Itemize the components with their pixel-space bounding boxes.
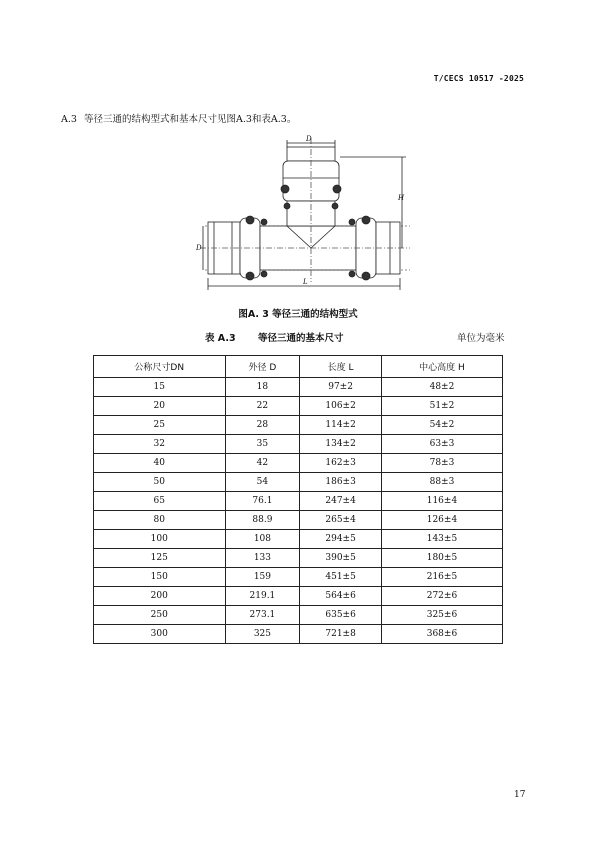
table-row (94, 625, 503, 644)
table-cell: 272±6 (381, 587, 502, 606)
standard-code: T/CECS 10517 -2025 (433, 74, 524, 83)
table-cell: 186±3 (300, 473, 382, 492)
table-cell: 108 (225, 530, 300, 549)
table-header-row (94, 356, 503, 378)
table-row (94, 492, 503, 511)
table-cell: 28 (225, 416, 300, 435)
table-cell: 20 (94, 397, 226, 416)
table-row (94, 397, 503, 416)
table-cell: 635±6 (300, 606, 382, 625)
section-number: A.3 (61, 114, 77, 125)
dim-label-d-left: D (196, 244, 202, 252)
table-cell: 97±2 (300, 378, 382, 397)
table-cell: 325 (225, 625, 300, 644)
dim-label-d-top: D (306, 135, 312, 143)
table-cell: 35 (225, 435, 300, 454)
table-cell: 368±6 (381, 625, 502, 644)
table-cell: 48±2 (381, 378, 502, 397)
table-cell: 721±8 (300, 625, 382, 644)
table-cell: 250 (94, 606, 226, 625)
table-row (94, 530, 503, 549)
table-cell: 65 (94, 492, 226, 511)
page-number: 17 (514, 790, 526, 800)
table-cell: 325±6 (381, 606, 502, 625)
table-title: 等径三通的基本尺寸 (258, 333, 344, 344)
table-row (94, 454, 503, 473)
column-header: 外径 D (225, 356, 300, 378)
table-cell: 50 (94, 473, 226, 492)
table-cell: 18 (225, 378, 300, 397)
table-cell: 219.1 (225, 587, 300, 606)
table-cell: 116±4 (381, 492, 502, 511)
table-cell: 162±3 (300, 454, 382, 473)
table-cell: 216±5 (381, 568, 502, 587)
table-cell: 390±5 (300, 549, 382, 568)
table-cell: 100 (94, 530, 226, 549)
column-header: 中心高度 H (381, 356, 502, 378)
table-cell: 133 (225, 549, 300, 568)
table-cell: 63±3 (381, 435, 502, 454)
table-cell: 564±6 (300, 587, 382, 606)
table-cell: 54±2 (381, 416, 502, 435)
table-cell: 134±2 (300, 435, 382, 454)
table-cell: 106±2 (300, 397, 382, 416)
table-row (94, 378, 503, 397)
section-text: 等径三通的结构型式和基本尺寸见图A.3和表A.3。 (83, 114, 297, 125)
table-cell: 273.1 (225, 606, 300, 625)
table-cell: 76.1 (225, 492, 300, 511)
table-cell: 265±4 (300, 511, 382, 530)
table-cell: 78±3 (381, 454, 502, 473)
table-label: 表 A.3 (205, 333, 236, 344)
table-cell: 300 (94, 625, 226, 644)
table-row (94, 511, 503, 530)
table-row (94, 606, 503, 625)
table-row (94, 473, 503, 492)
table-cell: 159 (225, 568, 300, 587)
table-cell: 25 (94, 416, 226, 435)
table-unit: 单位为毫米 (457, 333, 505, 344)
column-header: 公称尺寸DN (94, 356, 226, 378)
table-cell: 40 (94, 454, 226, 473)
table-cell: 114±2 (300, 416, 382, 435)
table-row (94, 435, 503, 454)
table-cell: 294±5 (300, 530, 382, 549)
table-cell: 126±4 (381, 511, 502, 530)
table-cell: 88±3 (381, 473, 502, 492)
table-cell: 451±5 (300, 568, 382, 587)
table-cell: 150 (94, 568, 226, 587)
table-cell: 54 (225, 473, 300, 492)
dim-label-h: H (398, 194, 405, 202)
table-cell: 42 (225, 454, 300, 473)
table-cell: 32 (94, 435, 226, 454)
table-cell: 51±2 (381, 397, 502, 416)
table-cell: 143±5 (381, 530, 502, 549)
dimensions-table (93, 355, 503, 644)
table-cell: 247±4 (300, 492, 382, 511)
table-row (94, 549, 503, 568)
table-cell: 80 (94, 511, 226, 530)
table-row (94, 587, 503, 606)
section-intro (61, 111, 296, 125)
table-cell: 88.9 (225, 511, 300, 530)
table-row (94, 416, 503, 435)
table-cell: 180±5 (381, 549, 502, 568)
table-row (94, 568, 503, 587)
dim-label-l: L (303, 278, 308, 286)
table-cell: 125 (94, 549, 226, 568)
figure-caption: 图A. 3 等径三通的结构型式 (238, 309, 358, 320)
table-cell: 22 (225, 397, 300, 416)
table-cell: 200 (94, 587, 226, 606)
column-header: 长度 L (300, 356, 382, 378)
table-cell: 15 (94, 378, 226, 397)
